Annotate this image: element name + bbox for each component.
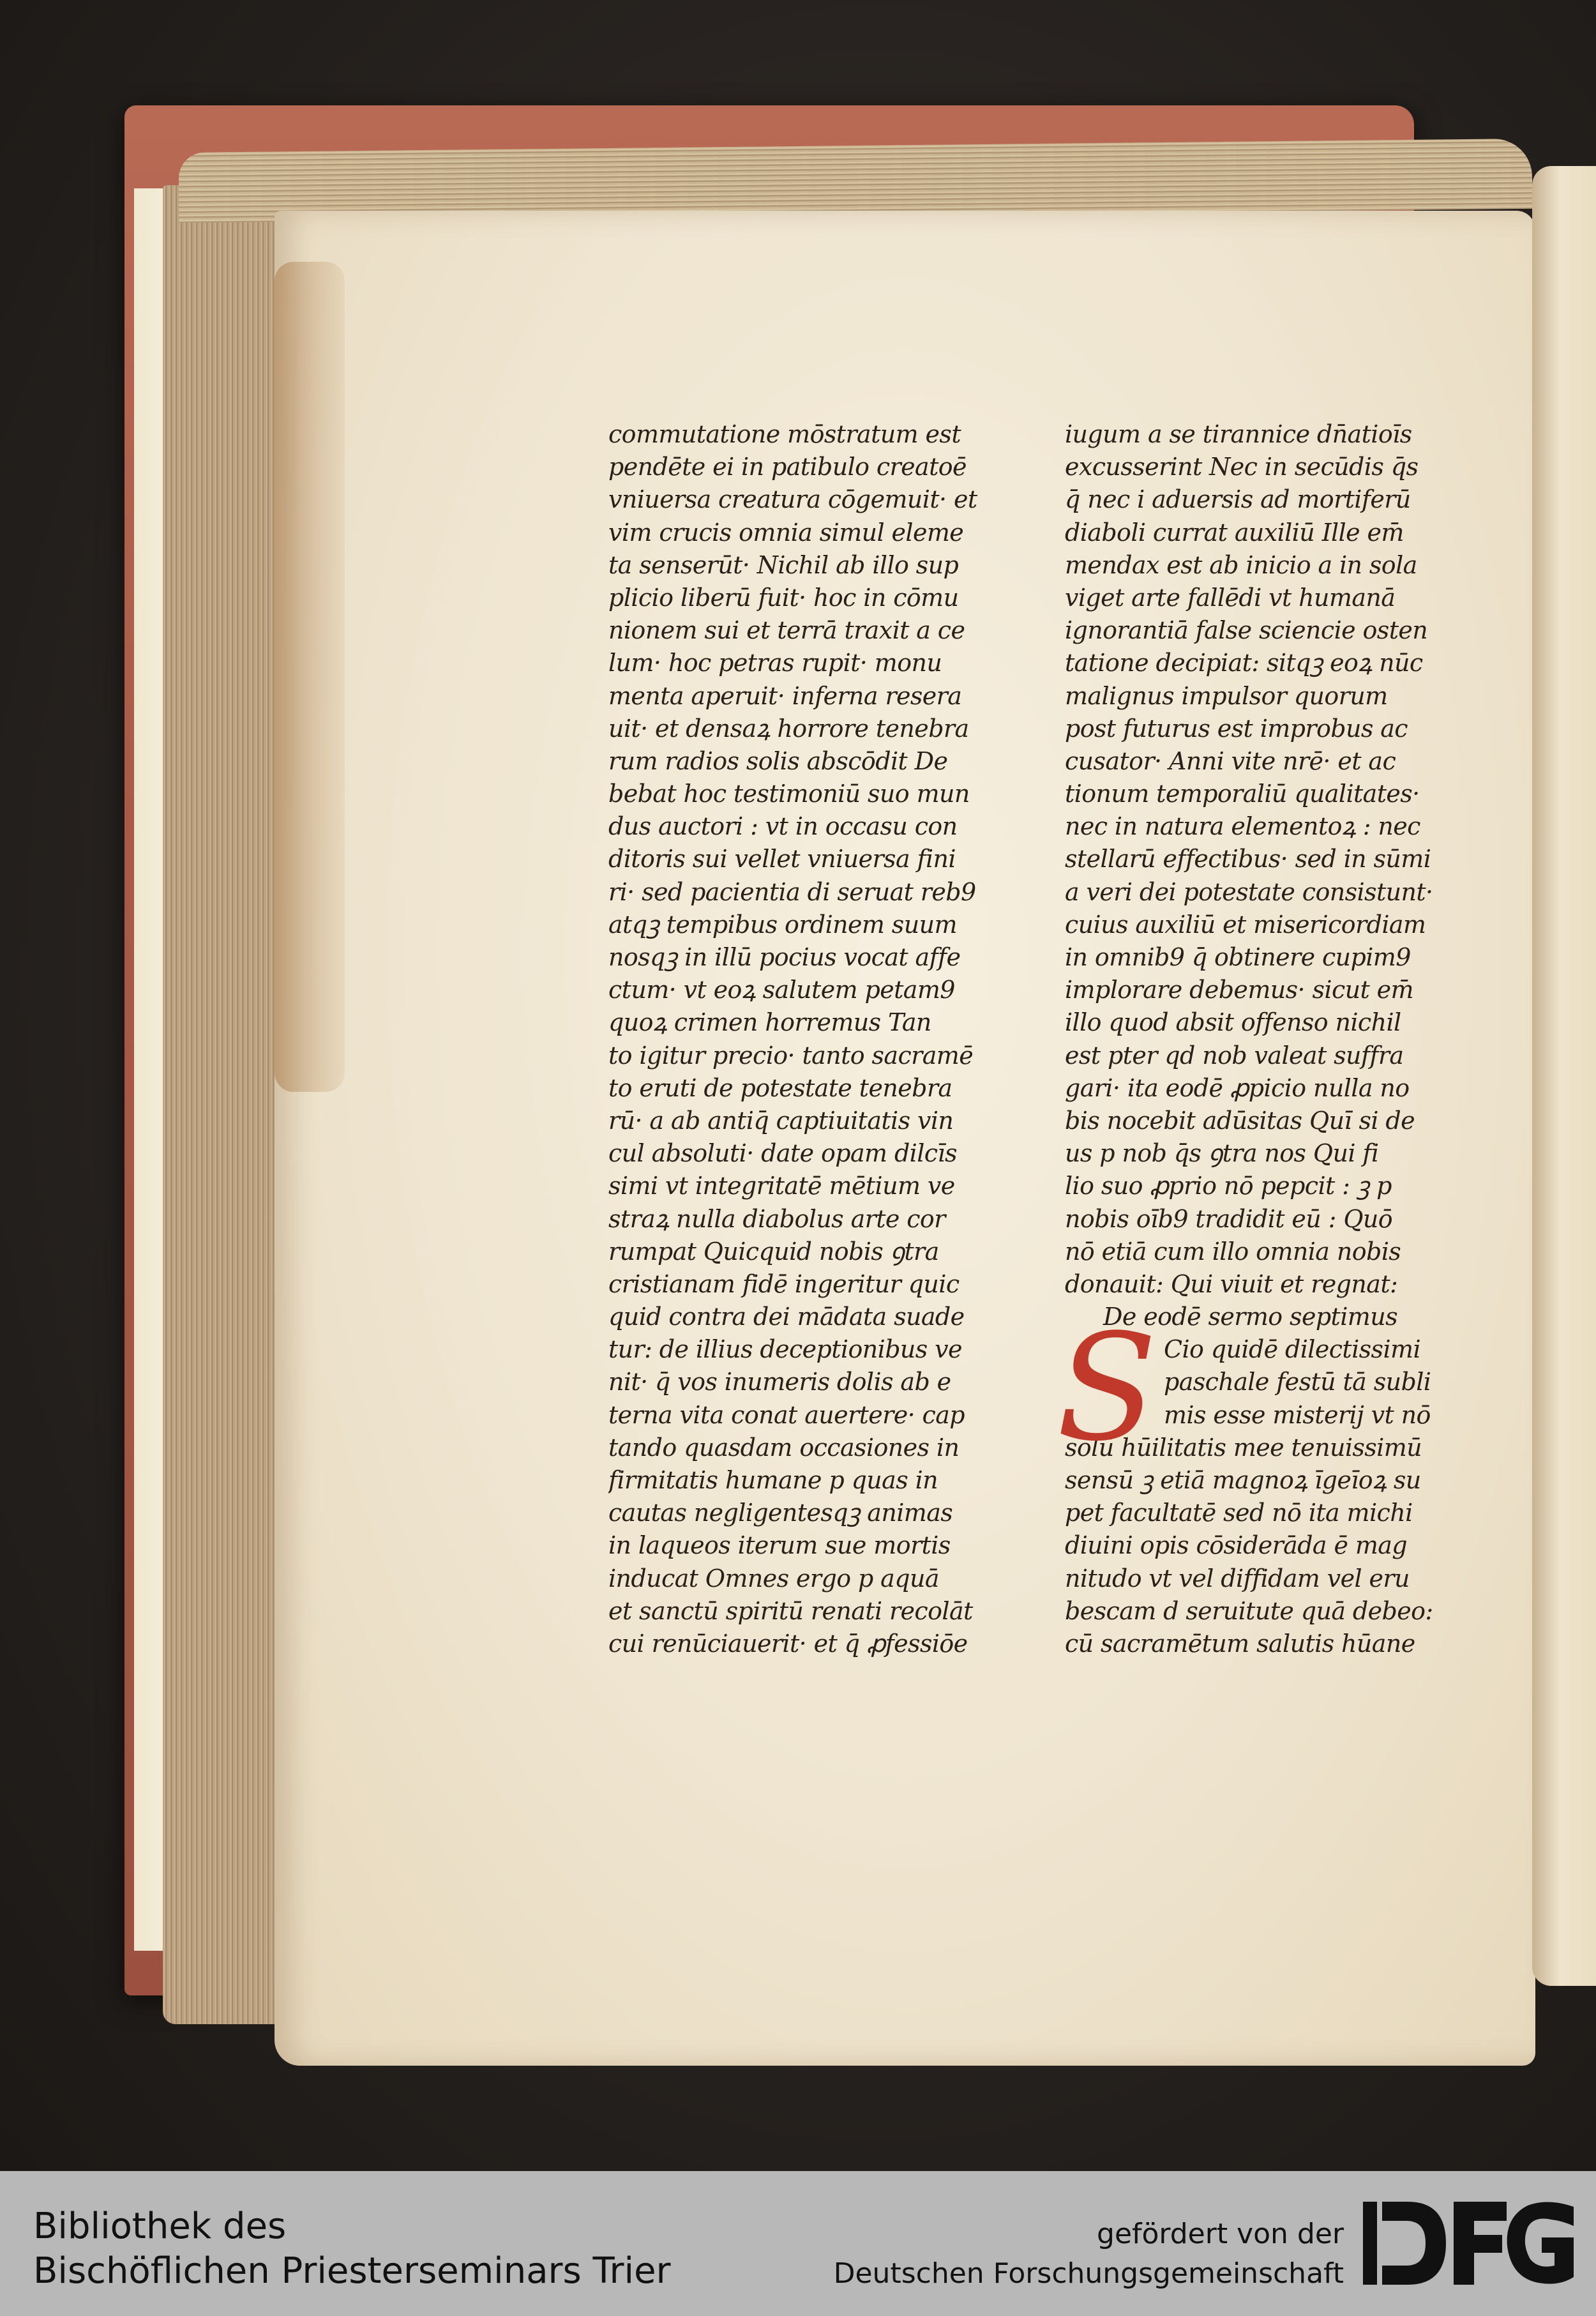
text-line: gari· ita eodē ꝓpicio nulla no xyxy=(1065,1073,1410,1102)
text-line: bebat hoc testimoniū suo mun xyxy=(608,780,970,808)
funding-credit xyxy=(834,2214,1344,2294)
text-line: nec in natura elementoꝝ : nec xyxy=(1065,812,1420,841)
funding-line-2: Deutschen Forschungsgemeinschaft xyxy=(833,2257,1344,2290)
text-line: quoꝝ crimen horremus Tan xyxy=(608,1008,931,1037)
text-line: stellarū effectibus· sed in sūmi xyxy=(1065,845,1431,874)
library-line-1: Bibliothek des xyxy=(33,2206,287,2247)
text-line: in omnib9 q̄ obtinere cupim9 xyxy=(1065,943,1411,971)
text-line: De eodē sermo septimus xyxy=(1103,1303,1397,1331)
text-line: cuius auxiliū et misericordiam xyxy=(1065,910,1426,939)
facing-page-edge xyxy=(1532,166,1596,1986)
text-line: solū hūilitatis mee tenuissimū xyxy=(1065,1433,1422,1462)
text-line: vim crucis omnia simul eleme xyxy=(608,518,964,547)
text-line: menta aperuit· inferna resera xyxy=(608,681,962,710)
text-line: terna vita conat auertere· cap xyxy=(608,1400,965,1429)
text-line: us p nob q̄s ꝯtra nos Qui fi xyxy=(1065,1139,1379,1168)
page-stain xyxy=(275,262,345,1092)
text-line: ta senserūt· Nichil ab illo sup xyxy=(608,550,959,579)
text-line: pet facultatē sed nō ita michi xyxy=(1065,1499,1413,1527)
text-line: nosqꝫ in illū pocius vocat affe xyxy=(608,943,961,971)
text-line: q̄ nec i aduersis ad mortiferū xyxy=(1065,485,1411,514)
text-line: et sanctū spiritū renati recolāt xyxy=(608,1596,973,1625)
text-line: plicio liberū fuit· hoc in cōmu xyxy=(608,583,959,612)
text-line: inducat Omnes ergo p aquā xyxy=(608,1564,939,1593)
text-line: firmitatis humane p quas in xyxy=(608,1466,938,1494)
text-line: in laqueos iterum sue mortis xyxy=(608,1531,951,1560)
text-line: cū sacramētum salutis hūane xyxy=(1065,1629,1415,1658)
text-line: to igitur precio· tanto sacramē xyxy=(608,1041,974,1070)
decorated-initial: S xyxy=(1057,1303,1157,1474)
text-line: tando quasdam occasiones in xyxy=(608,1433,960,1462)
text-line: Cio quidē dilectissimi xyxy=(1164,1335,1420,1364)
text-line: ignorantiā false sciencie osten xyxy=(1065,616,1428,645)
text-line: simi vt integritatē mētium ve xyxy=(608,1172,955,1200)
text-line: malignus impulsor quorum xyxy=(1065,681,1388,710)
text-line: illo quod absit offenso nichil xyxy=(1065,1008,1401,1037)
text-line: post futurus est improbus ac xyxy=(1065,714,1408,743)
text-line: nionem sui et terrā traxit a ce xyxy=(608,616,965,645)
text-line: cul absoluti· date opam dilcīs xyxy=(608,1139,957,1168)
text-line: straꝝ nulla diabolus arte cor xyxy=(608,1204,945,1233)
library-credit xyxy=(33,2204,671,2294)
text-line: to eruti de potestate tenebra xyxy=(608,1073,952,1102)
text-line: quid contra dei mādata suade xyxy=(608,1303,965,1331)
text-line: cristianam fidē ingeritur quic xyxy=(608,1269,960,1298)
dfg-logo xyxy=(1363,2202,1580,2285)
text-line: lum· hoc petras rupit· monu xyxy=(608,649,942,677)
text-line: cautas negligentesqꝫ animas xyxy=(608,1499,953,1527)
text-line: cusator· Anni vite nrē· et ac xyxy=(1065,746,1396,775)
text-line: bescam d seruitute quā debeo: xyxy=(1065,1596,1433,1625)
text-line: rū· a ab antiq̄ captiuitatis vin xyxy=(608,1106,954,1135)
text-line: nobis oīb9 tradidit eū : Quō xyxy=(1065,1204,1393,1233)
text-line: lio suo ꝓprio nō pepcit : ꝫ p xyxy=(1065,1172,1392,1200)
text-line: rum radios solis abscōdit De xyxy=(608,746,948,775)
text-line: a veri dei potestate consistunt· xyxy=(1065,877,1433,906)
text-line: mis esse misterij vt nō xyxy=(1164,1400,1431,1429)
text-line: paschale festū tā subli xyxy=(1164,1368,1431,1396)
text-line: tionum temporaliū qualitates· xyxy=(1065,780,1420,808)
text-line: rumpat Quicquid nobis ꝯtra xyxy=(608,1237,939,1266)
text-line: vniuersa creatura cōgemuit· et xyxy=(608,485,977,514)
text-line: ditoris sui vellet vniuersa fini xyxy=(608,845,956,874)
text-line: sensū ꝫ etiā magnoꝝ īgeīoꝝ su xyxy=(1065,1466,1421,1494)
text-line: uit· et densaꝝ horrore tenebra xyxy=(608,714,969,743)
text-line: atqꝫ tempibus ordinem suum xyxy=(608,910,957,939)
text-column-left xyxy=(608,418,1004,1660)
text-line: est pter qd nob valeat suffra xyxy=(1065,1041,1404,1070)
text-line: commutatione mōstratum est xyxy=(608,420,961,448)
funding-line-1: gefördert von der xyxy=(1097,2218,1344,2250)
text-line: iugum a se tirannice dn̄atioīs xyxy=(1065,420,1412,448)
text-line: tatione decipiat: sitqꝫ eoꝝ nūc xyxy=(1065,649,1423,677)
text-line: cui renūciauerit· et q̄ ꝓfessiōe xyxy=(608,1629,968,1658)
text-line: diuini opis cōsiderāda ē mag xyxy=(1065,1531,1408,1560)
text-line: viget arte fallēdi vt humanā xyxy=(1065,583,1396,612)
footer-bar xyxy=(0,2171,1596,2316)
text-line: pendēte ei in patibulo creatoē xyxy=(608,453,967,481)
text-line: nō etiā cum illo omnia nobis xyxy=(1065,1237,1401,1266)
text-line: tur: de illius deceptionibus ve xyxy=(608,1335,962,1364)
text-line: dus auctori : vt in occasu con xyxy=(608,812,958,841)
text-line: donauit: Qui viuit et regnat: xyxy=(1065,1269,1398,1298)
library-line-2: Bischöflichen Priesterseminars Trier xyxy=(33,2250,671,2292)
text-line: ctum· vt eoꝝ salutem petam9 xyxy=(608,976,955,1004)
text-line: ri· sed pacientia di seruat reb9 xyxy=(608,877,976,906)
text-line: nit· q̄ vos inumeris dolis ab e xyxy=(608,1368,951,1396)
text-line: mendax est ab inicio a in sola xyxy=(1065,550,1417,579)
text-line: diaboli currat auxiliū Ille em̄ xyxy=(1065,518,1404,547)
text-line: nitudo vt vel diffidam vel eru xyxy=(1065,1564,1410,1593)
text-line: implorare debemus· sicut em̄ xyxy=(1065,976,1413,1004)
text-line: excusserint Nec in secūdis q̄s xyxy=(1065,453,1419,481)
text-line: bis nocebit adūsitas Quī si de xyxy=(1065,1106,1415,1135)
